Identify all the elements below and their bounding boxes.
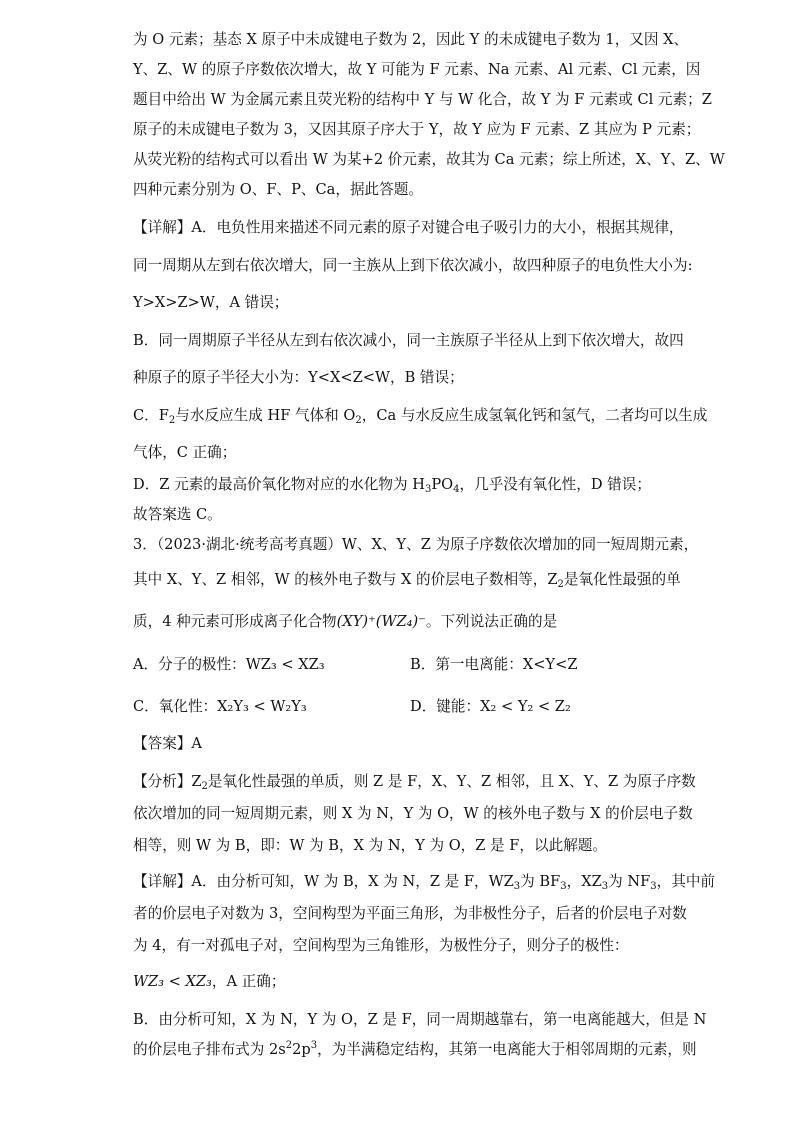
detail2-a-line-1 xyxy=(133,872,716,892)
d2b-mid: 2p xyxy=(292,1041,311,1058)
q3-options-row-2 xyxy=(133,697,693,717)
detail2-b-line-1: B．由分析可知，X 为 N，Y 为 O，Z 是 F，同一周期越靠右，第一电离能越大，但是 N xyxy=(133,1011,707,1028)
detail1-a-line-3: Y>X>Z>W，A 错误； xyxy=(133,294,289,311)
q3-options-row-1 xyxy=(133,655,693,675)
d-sub2: 4 xyxy=(453,484,460,495)
option-b: B．第一电离能：X<Y<Z xyxy=(410,656,578,673)
d-mid: PO xyxy=(431,476,454,493)
d2a-sub3: 3 xyxy=(601,881,609,892)
detail1-d-line xyxy=(133,475,693,495)
q2-post: 是氧化性最强的单 xyxy=(563,571,681,588)
c1-sub1: 2 xyxy=(168,415,176,426)
d2b-pre: 的价层电子排布式为 2s xyxy=(133,1041,286,1058)
d2a-mid1: 为 BF xyxy=(520,873,561,890)
d-post: ，几乎没有氧化性，D 错误； xyxy=(459,476,651,493)
d-sub1: 3 xyxy=(424,484,432,495)
analysis-line-2: 依次增加的同一短周期元素，则 X 为 N，Y 为 O，W 的核外电子数与 X 的价层电子数 xyxy=(133,805,693,822)
q3-pre: 质，4 种元素可形成离子化合物 xyxy=(133,613,337,630)
d2b-post: ，为半满稳定结构，其第一电离能大于相邻周期的元素，则 xyxy=(317,1041,697,1058)
q3-formula: (XY)⁺(WZ₄)⁻ xyxy=(336,613,426,630)
q2-pre: 其中 X、Y、Z 相邻，W 的核外电子数与 X 的价层电子数相等，Z xyxy=(133,571,558,588)
detail2-a-line-3: 为 4，有一对孤电子对，空间构型为三角锥形，为极性分子，则分子的极性： xyxy=(133,937,629,954)
an1-post: 是氧化性最强的单质，则 Z 是 F，X、Y、Z 相邻，且 X、Y、Z 为原子序数 xyxy=(207,773,696,790)
analysis-line-3: 相等，则 W 为 B，即：W 为 B，X 为 N，Y 为 O，Z 是 F，以此解题。 xyxy=(133,837,607,854)
q3-line-2 xyxy=(133,570,693,590)
option-c: C．氧化性：X₂Y₃ < W₂Y₃ xyxy=(133,698,307,715)
intro-line-4: 原子的未成键电子数为 3，又因其原子序大于 Y，故 Y 应为 F 元素、Z 其应为 P 元素； xyxy=(133,121,701,138)
analysis-line-1 xyxy=(133,772,696,792)
q2-sub: 2 xyxy=(557,579,564,590)
detail1-b-line-1: B．同一周期原子半径从左到右依次减小，同一主族原子半径从上到下依次增大，故四 xyxy=(133,332,684,349)
c1-post: ，Ca 与水反应生成氢氧化钙和氢气，二者均可以生成 xyxy=(361,407,708,424)
d-pre: D．Z 元素的最高价氧化物对应的水化物为 H xyxy=(133,476,425,493)
an1-sub: 2 xyxy=(201,781,208,792)
intro-line-3: 题目中给出 W 为金属元素且荧光粉的结构中 Y 与 W 化合，故 Y 为 F 元素或 Cl 元素；Z xyxy=(133,91,712,108)
option-d: D．键能：X₂ < Y₂ < Z₂ xyxy=(410,698,571,715)
d2a4-post: ，A 正确； xyxy=(211,973,286,990)
answer-label: 【答案】A xyxy=(133,735,202,752)
d2a4-formula: WZ₃ < XZ₃ xyxy=(133,973,212,990)
c1-sub2: 2 xyxy=(355,415,362,426)
detail2-a-line-4 xyxy=(133,972,693,992)
detail1-c-line-1 xyxy=(133,406,708,426)
d2a-mid2: ，XZ xyxy=(566,873,602,890)
detail1-a-line-2: 同一周期从左到右依次增大，同一主族从上到下依次减小，故四种原子的电负性大小为: xyxy=(133,257,693,274)
d2a-post: ，其中前 xyxy=(656,873,716,890)
detail1-c-line-2: 气体，C 正确； xyxy=(133,444,237,461)
detail1-a-line-1: 【详解】A．电负性用来描述不同元素的原子对键合电子吸引力的大小，根据其规律， xyxy=(133,219,684,236)
detail2-b-line-2 xyxy=(133,1040,697,1060)
detail1-conclusion: 故答案选 C。 xyxy=(133,506,222,523)
d2a-sub2: 3 xyxy=(560,881,567,892)
q3-post: 。下列说法正确的是 xyxy=(425,613,558,630)
q3-line-3 xyxy=(133,612,693,632)
d2a-sub1: 3 xyxy=(513,881,521,892)
intro-line-2: Y、Z、W 的原子序数依次增大，故 Y 可能为 F 元素、Na 元素、Al 元素、Cl 元素，因 xyxy=(133,61,701,78)
intro-line-1: 为 O 元素；基态 X 原子中未成键电子数为 2，因此 Y 的未成键电子数为 1，又因 X、 xyxy=(133,31,689,48)
q3-line-1: 3．（2023·湖北·统考高考真题）W、X、Y、Z 为原子序数依次增加的同一短周期元素， xyxy=(133,536,699,553)
intro-line-5: 从荧光粉的结构式可以看出 W 为某+2 价元素，故其为 Ca 元素；综上所述，X、Y、Z、W xyxy=(133,151,725,168)
detail2-a-line-2: 者的价层电子对数为 3，空间构型为平面三角形，为非极性分子，后者的价层电子对数 xyxy=(133,905,687,922)
intro-line-6: 四种元素分别为 O、F、P、Ca，据此答题。 xyxy=(133,181,423,198)
d2b-sup1: 2 xyxy=(285,1040,293,1051)
c1-mid: 与水反应生成 HF 气体和 O xyxy=(175,407,356,424)
d2a-mid3: 为 NF xyxy=(608,873,651,890)
detail1-b-line-2: 种原子的原子半径大小为：Y<X<Z<W，B 错误； xyxy=(133,369,464,386)
option-a: A．分子的极性：WZ₃ < XZ₃ xyxy=(133,656,325,673)
d2b-sup2: 3 xyxy=(310,1040,318,1051)
d2a-sub4: 3 xyxy=(650,881,657,892)
c1-pre: C．F xyxy=(133,407,169,424)
an1-pre: 【分析】Z xyxy=(133,773,202,790)
d2a-pre: 【详解】A．由分析可知，W 为 B，X 为 N，Z 是 F，WZ xyxy=(133,873,514,890)
